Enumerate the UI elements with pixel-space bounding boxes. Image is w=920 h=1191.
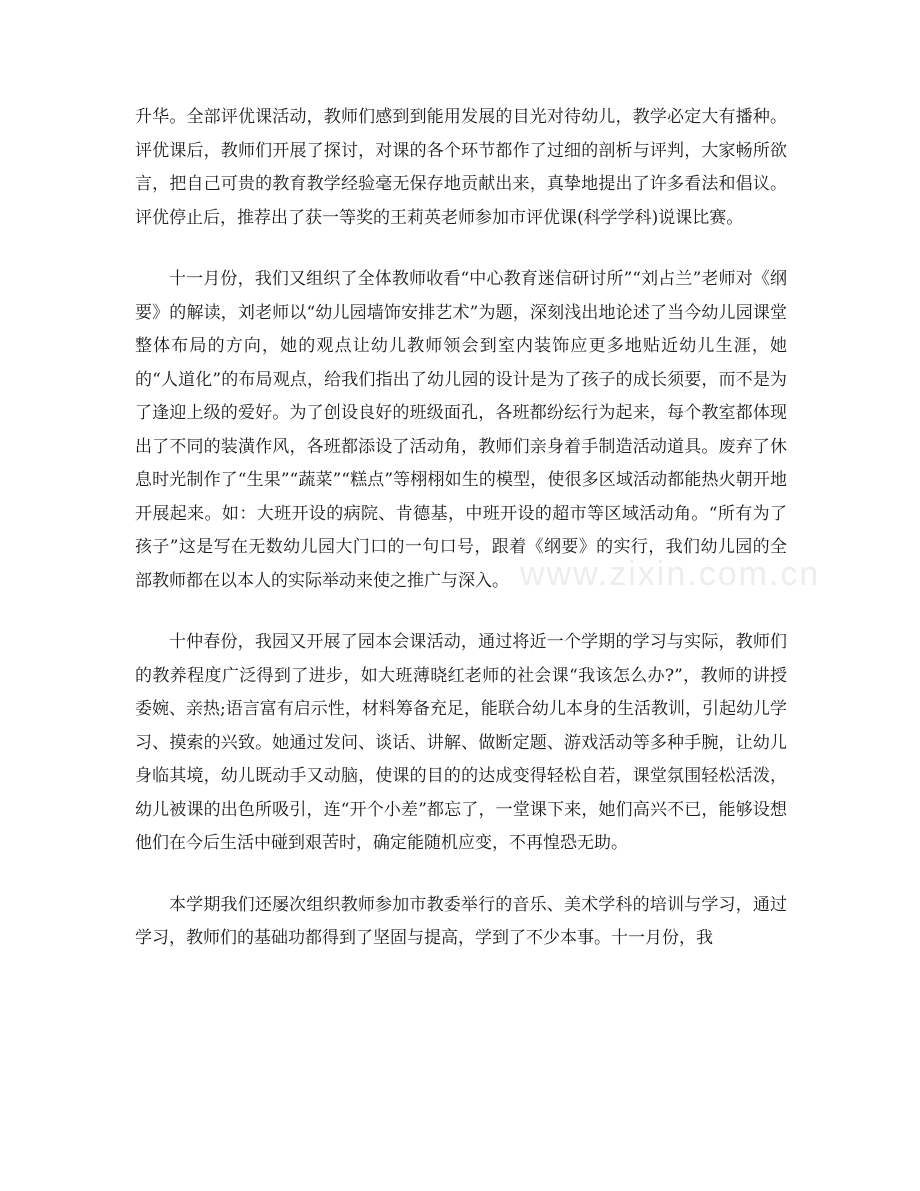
document-body	[135, 101, 787, 984]
watermark-text: www.zixin.com.cn	[520, 555, 821, 593]
paragraph-3: 十仲春份，我园又开展了园本会课活动，通过将近一个学期的学习与实际，教师们的教养程度广泛得到了进步，如大班薄晓红老师的社会课“我该怎么办?”，教师的讲授委婉、亲热;语言富有启示性，材料筹备充足，能联合幼儿本身的生活教训，引起幼儿学习、摸索的兴致。她通过发问、谈话、讲解、做断定题、游戏活动等多种手腕，让幼儿身临其境，幼儿既动手又动脑，使课的目的的达成变得轻松自若，课堂氛围轻松活泼，幼儿被课的出色所吸引，连“开个小差”都忘了，一堂课下来，她们高兴不已，能够设想他们在今后生活中碰到艰苦时，确定能随机应变，不再惶恐无助。	[135, 632, 787, 853]
paragraph-2: 十一月份，我们又组织了全体教师收看“中心教育迷信研讨所”“刘占兰”老师对《纲要》的解读，刘老师以“幼儿园墙饰安排艺术”为题，深刻浅出地论述了当今幼儿园课堂整体布局的方向，她的观点让幼儿教师领会到室内装饰应更多地贴近幼儿生涯，她的“人道化”的布局观点，给我们指出了幼儿园的设计是为了孩子的成长须要，而不是为了逢迎上级的爱好。为了创设良好的班级面孔，各班都纷纭行为起来，每个教室都体现出了不同的装潢作风，各班都添设了活动角，教师们亲身着手制造活动道具。废弃了休息时光制作了“生果”“蔬菜”“糕点”等栩栩如生的模型，使很多区域活动都能热火朝开地开展起来。如：大班开设的病院、肯德基，中班开设的超市等区域活动角。“所有为了孩子”这是写在无数幼儿园大门口的一句口号，跟着《纲要》的实行，我们幼儿园的全部教师都在以本人的实际举动来使之推广与深入。	[135, 269, 787, 591]
paragraph-1: 升华。全部评优课活动，教师们感到到能用发展的目光对待幼儿，教学必定大有播种。评优课后，教师们开展了探讨，对课的各个环节都作了过细的剖析与评判，大家畅所欲言，把自己可贵的教育教学经验毫无保存地贡献出来，真挚地提出了许多看法和倡议。评优停止后，推荐出了获一等奖的王莉英老师参加市评优课(科学学科)说课比赛。	[135, 107, 787, 228]
paragraph-4: 本学期我们还屡次组织教师参加市教委举行的音乐、美术学科的培训与学习，通过学习，教师们的基础功都得到了坚固与提高，学到了不少本事。十一月份，我	[135, 894, 787, 948]
